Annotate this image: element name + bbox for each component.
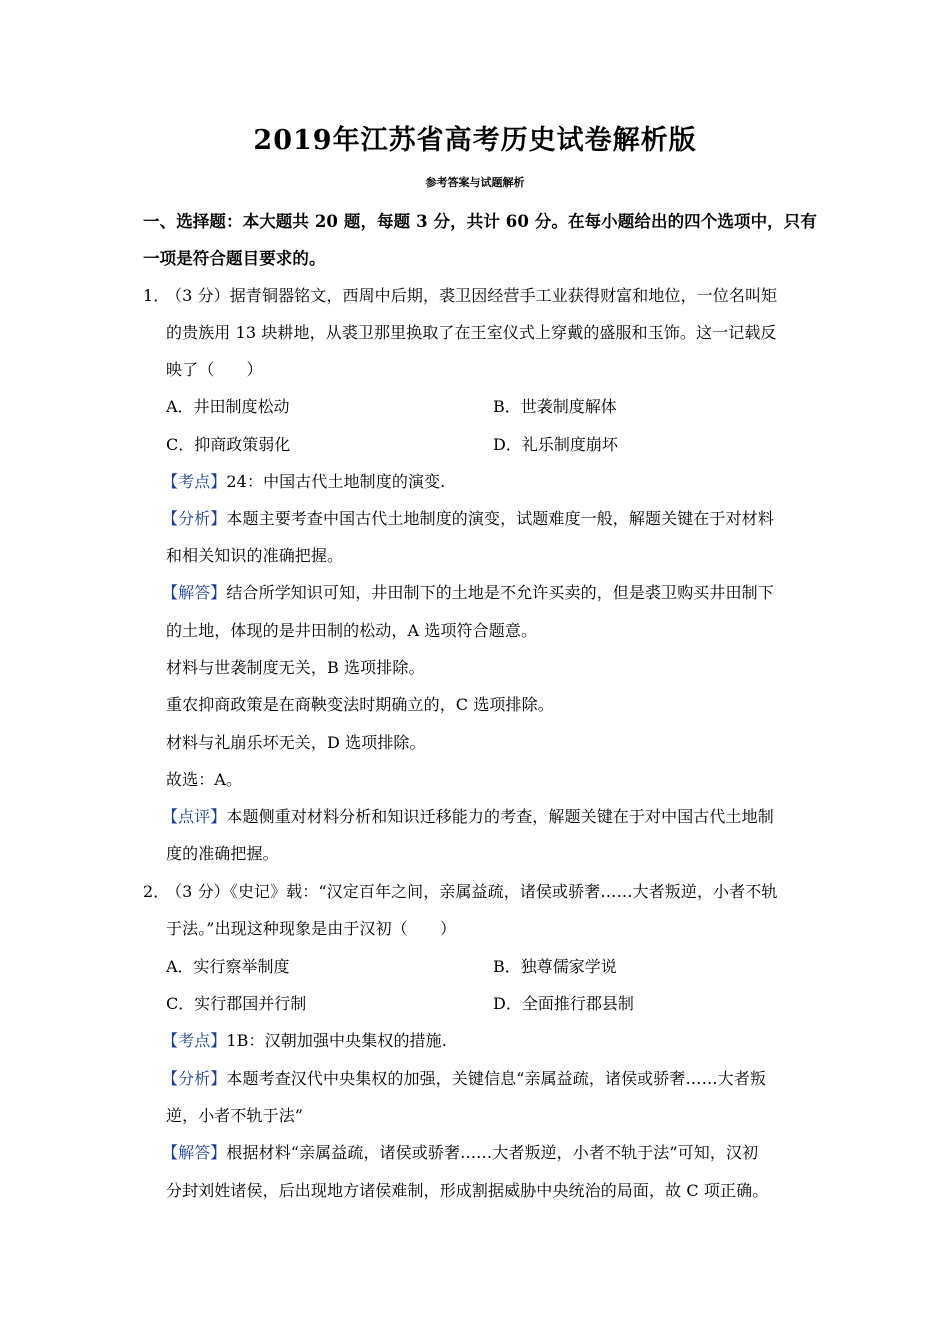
- q2-option-b: B．独尊儒家学说: [493, 957, 617, 976]
- q2-stem-line2: 于法。”出现这种现象是由于汉初（ ）: [166, 919, 457, 938]
- q2-fenxi-line2: 逆，小者不轨于法”: [166, 1106, 304, 1125]
- q1-kaodian-text: 24：中国古代土地制度的演变.: [226, 472, 446, 491]
- q1-option-a: A．井田制度松动: [166, 397, 290, 416]
- q1-dianping-tag: 【点评】: [162, 807, 227, 826]
- q1-jieda-tag: 【解答】: [162, 583, 227, 602]
- q2-number: 2．: [143, 882, 170, 901]
- section-heading-line2: 一项是符合题目要求的。: [143, 249, 326, 268]
- q2-jieda-line2: 分封刘姓诸侯，后出现地方诸侯难制，形成割据威胁中央统治的局面，故 C 项正确。: [166, 1181, 769, 1200]
- q1-number: 1．: [143, 286, 170, 305]
- q2-kaodian-tag: 【考点】: [162, 1031, 227, 1050]
- q1-stem-line3: 映了（ ）: [166, 360, 263, 379]
- q2-fenxi-line1: 本题考查汉代中央集权的加强，关键信息“亲属益疏，诸侯或骄奢……大者叛: [226, 1069, 766, 1088]
- q1-jieda-line4: 重农抑商政策是在商鞅变法时期确立的，C 选项排除。: [166, 695, 554, 714]
- q1-fenxi-tag: 【分析】: [162, 509, 227, 528]
- q1-answer: 故选：A。: [166, 770, 243, 789]
- q1-kaodian-tag: 【考点】: [162, 472, 227, 491]
- q1-option-d: D．礼乐制度崩坏: [493, 435, 618, 454]
- q1-kaodian: [162, 471, 445, 493]
- q2-fenxi-tag: 【分析】: [162, 1069, 227, 1088]
- q1-jieda-line3: 材料与世袭制度无关，B 选项排除。: [166, 658, 425, 677]
- q2-stem-line1: （3 分）《史记》载：“汉定百年之间，亲属益疏，诸侯或骄奢……大者叛逆，小者不轨: [166, 882, 778, 901]
- q1-jieda-line2: 的土地，体现的是井田制的松动，A 选项符合题意。: [166, 621, 538, 640]
- q2-kaodian: [162, 1030, 447, 1052]
- section-heading-line1: 一、选择题：本大题共 20 题，每题 3 分，共计 60 分。在每小题给出的四个选项中，只有: [143, 212, 817, 231]
- q1-stem-line1: （3 分）据青铜器铭文，西周中后期，裘卫因经营手工业获得财富和地位，一位名叫矩: [166, 286, 778, 305]
- q1-dianping-line2: 度的准确把握。: [166, 844, 279, 863]
- q1-fenxi: [162, 508, 774, 530]
- q1-dianping-line1: 本题侧重对材料分析和知识迁移能力的考查，解题关键在于对中国古代土地制: [226, 807, 774, 826]
- q2-fenxi: [162, 1068, 766, 1090]
- q1-jieda-line1: 结合所学知识可知，井田制下的土地是不允许买卖的，但是裘卫购买井田制下: [226, 583, 774, 602]
- q1-jieda-line5: 材料与礼崩乐坏无关，D 选项排除。: [166, 733, 426, 752]
- q1-stem-line2: 的贵族用 13 块耕地，从裘卫那里换取了在王室仪式上穿戴的盛服和玉饰。这一记载反: [166, 323, 777, 342]
- document-title: 2019年江苏省高考历史试卷解析版: [253, 125, 697, 156]
- q2-jieda-line1: 根据材料“亲属益疏，诸侯或骄奢……大者叛逆，小者不轨于法”可知，汉初: [226, 1143, 759, 1162]
- q1-option-b: B．世袭制度解体: [493, 397, 617, 416]
- q2-option-c: C．实行郡国并行制: [166, 994, 307, 1013]
- q2-jieda: [162, 1142, 758, 1164]
- q2-option-d: D．全面推行郡县制: [493, 994, 634, 1013]
- q1-fenxi-line2: 和相关知识的准确把握。: [166, 546, 344, 565]
- document-subtitle: 参考答案与试题解析: [425, 176, 525, 189]
- q1-dianping: [162, 806, 774, 828]
- q1-option-c: C．抑商政策弱化: [166, 435, 291, 454]
- q1-fenxi-line1: 本题主要考查中国古代土地制度的演变，试题难度一般，解题关键在于对材料: [226, 509, 774, 528]
- q2-jieda-tag: 【解答】: [162, 1143, 227, 1162]
- q2-kaodian-text: 1B：汉朝加强中央集权的措施.: [226, 1031, 447, 1050]
- q1-jieda: [162, 582, 774, 604]
- q2-option-a: A．实行察举制度: [166, 957, 290, 976]
